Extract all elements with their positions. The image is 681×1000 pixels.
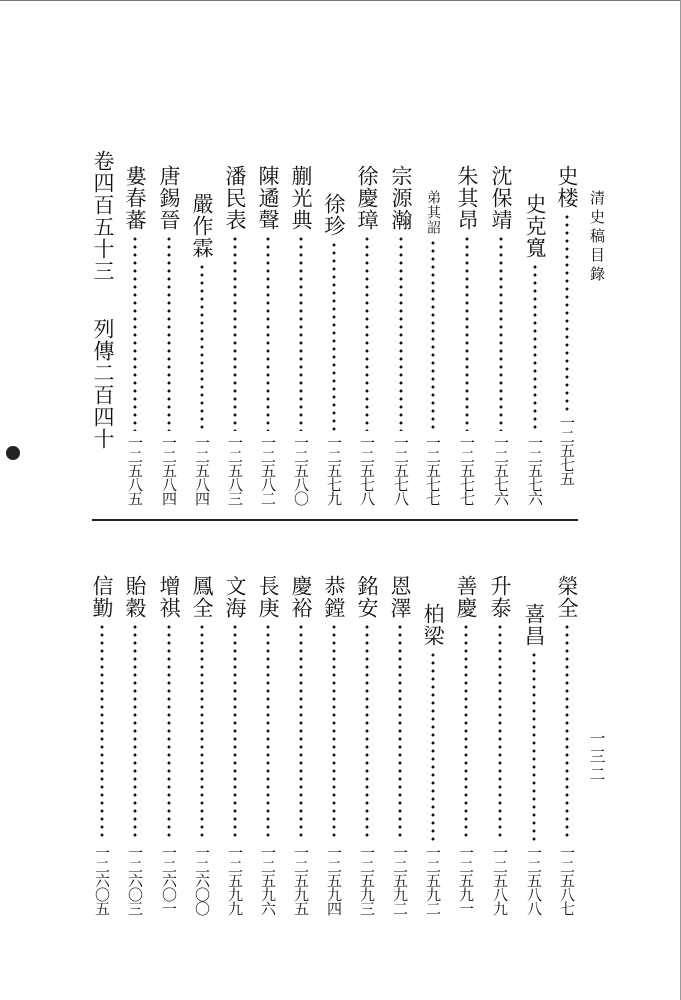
dot-leader: [299, 235, 303, 431]
toc-entry: [453, 165, 481, 505]
entry-name: 文海: [223, 575, 247, 619]
entry-name: 銘安: [355, 575, 379, 619]
entry-name: 唐錫晉: [157, 165, 181, 231]
dot-leader: [233, 623, 237, 841]
entry-name: 信勤: [90, 575, 114, 619]
entry-name: 史克寬: [523, 193, 547, 259]
entry-name: 榮全: [555, 575, 579, 619]
entry-page: 一二五九九: [226, 845, 244, 915]
section-divider: [92, 519, 578, 521]
entry-page: 一二五八二: [259, 435, 277, 505]
toc-entry: [520, 603, 548, 915]
toc-entry: [353, 575, 381, 915]
entry-page: 一二五九二: [424, 845, 442, 915]
dot-leader: [365, 235, 369, 431]
entry-page: 一二五八八: [525, 845, 543, 915]
dot-leader: [464, 623, 468, 841]
section-heading: 列傳二百四十: [91, 318, 115, 450]
dot-leader: [398, 623, 402, 841]
dot-leader: [332, 623, 336, 841]
toc-entry: [155, 575, 183, 915]
toc-entry: [254, 575, 282, 915]
dot-leader: [365, 623, 369, 841]
toc-entry: [121, 575, 149, 915]
entry-page: 一二五九二: [391, 845, 409, 915]
toc-entry: [521, 193, 549, 505]
entry-name: 朱其昂: [455, 165, 479, 231]
entry-name: 恭鏜: [322, 575, 346, 619]
entry-page: 一二六〇〇: [193, 845, 211, 915]
entry-page: 一二五九四: [325, 845, 343, 915]
entry-name: 潘民表: [223, 165, 247, 231]
entry-name: 恩澤: [388, 575, 412, 619]
dot-leader: [532, 651, 536, 841]
entry-name: 升泰: [488, 575, 512, 619]
toc-entry: [486, 575, 514, 915]
dot-leader: [133, 235, 137, 431]
toc-entry: [254, 165, 282, 505]
entry-name: 弟其詔: [425, 190, 441, 235]
entry-page: 一二五七八: [392, 435, 410, 505]
dot-leader: [332, 241, 336, 431]
toc-entry: [188, 193, 216, 505]
toc-entry: [487, 165, 515, 505]
entry-page: 一二五八三: [226, 435, 244, 505]
toc-entry: [419, 190, 447, 505]
entry-name: 貽穀: [123, 575, 147, 619]
margin-mark-icon: [6, 446, 20, 460]
entry-page: 一二五七九: [325, 435, 343, 505]
toc-entry: [387, 165, 415, 505]
entry-page: 一二六〇五: [93, 845, 111, 915]
toc-entry: [221, 165, 249, 505]
dot-leader: [167, 235, 171, 431]
entry-page: 一二五八五: [126, 435, 144, 505]
entry-page: 一二五七六: [492, 435, 510, 505]
dot-leader: [399, 235, 403, 431]
dot-leader: [431, 651, 435, 841]
dot-leader: [498, 623, 502, 841]
entry-name: 增祺: [157, 575, 181, 619]
dot-leader: [233, 235, 237, 431]
toc-entry: [88, 575, 116, 915]
entry-page: 一二五九六: [259, 845, 277, 915]
entry-page: 一二五九三: [358, 845, 376, 915]
running-header: 清史稿目錄: [588, 190, 606, 285]
entry-page: 一二五八〇: [292, 435, 310, 505]
entry-name: 柏梁: [421, 603, 445, 647]
entry-name: 長庚: [256, 575, 280, 619]
toc-entry: [419, 603, 447, 915]
entry-name: 宗源瀚: [389, 165, 413, 231]
toc-entry: [353, 165, 381, 505]
entry-page: 一二五八四: [193, 435, 211, 505]
toc-entry: [221, 575, 249, 915]
entry-name: 慶裕: [289, 575, 313, 619]
entry-page: 一二六〇一: [160, 845, 178, 915]
entry-page: 一二五七七: [424, 435, 442, 505]
toc-entry: [553, 165, 581, 485]
entry-name: 沈保靖: [489, 165, 513, 231]
dot-leader: [167, 623, 171, 841]
dot-leader: [499, 235, 503, 431]
dot-leader: [100, 623, 104, 841]
toc-entry: [320, 193, 348, 505]
dot-leader: [266, 235, 270, 431]
entry-page: 一二五七七: [458, 435, 476, 505]
entry-page: 一二五九一: [457, 845, 475, 915]
page-number: 一三二: [587, 730, 606, 784]
dot-leader: [565, 623, 569, 841]
toc-entry: [188, 575, 216, 915]
toc-entry: [121, 165, 149, 505]
toc-entry: [386, 575, 414, 915]
entry-name: 陳遹聲: [256, 165, 280, 231]
dot-leader: [299, 623, 303, 841]
entry-name: 史楼: [555, 165, 579, 209]
top-border: [0, 0, 681, 1]
entry-name: 嚴作霖: [190, 193, 214, 259]
entry-name: 蒯光典: [289, 165, 313, 231]
volume-heading: 卷四百五十三: [91, 150, 115, 282]
dot-leader: [266, 623, 270, 841]
entry-name: 婁春蕃: [123, 165, 147, 231]
toc-entry: [320, 575, 348, 915]
entry-page: 一二五八七: [558, 845, 576, 915]
toc-entry: [287, 165, 315, 505]
entry-page: 一二五七八: [358, 435, 376, 505]
dot-leader: [133, 623, 137, 841]
entry-page: 一二六〇三: [126, 845, 144, 915]
toc-entry: [452, 575, 480, 915]
entry-name: 鳳全: [190, 575, 214, 619]
entry-name: 喜昌: [522, 603, 546, 647]
entry-page: 一二五七六: [526, 435, 544, 505]
dot-leader: [431, 239, 435, 431]
entry-page: 一二五九五: [292, 845, 310, 915]
toc-entry: [287, 575, 315, 915]
dot-leader: [565, 213, 569, 411]
toc-entry: [155, 165, 183, 505]
entry-name: 善慶: [454, 575, 478, 619]
dot-leader: [200, 263, 204, 431]
entry-page: 一二五七五: [558, 415, 576, 485]
dot-leader: [200, 623, 204, 841]
dot-leader: [533, 263, 537, 431]
entry-page: 一二五八九: [491, 845, 509, 915]
toc-entry: [553, 575, 581, 915]
entry-name: 徐珍: [322, 193, 346, 237]
dot-leader: [465, 235, 469, 431]
entry-page: 一二五八四: [160, 435, 178, 505]
entry-name: 徐慶璋: [355, 165, 379, 231]
